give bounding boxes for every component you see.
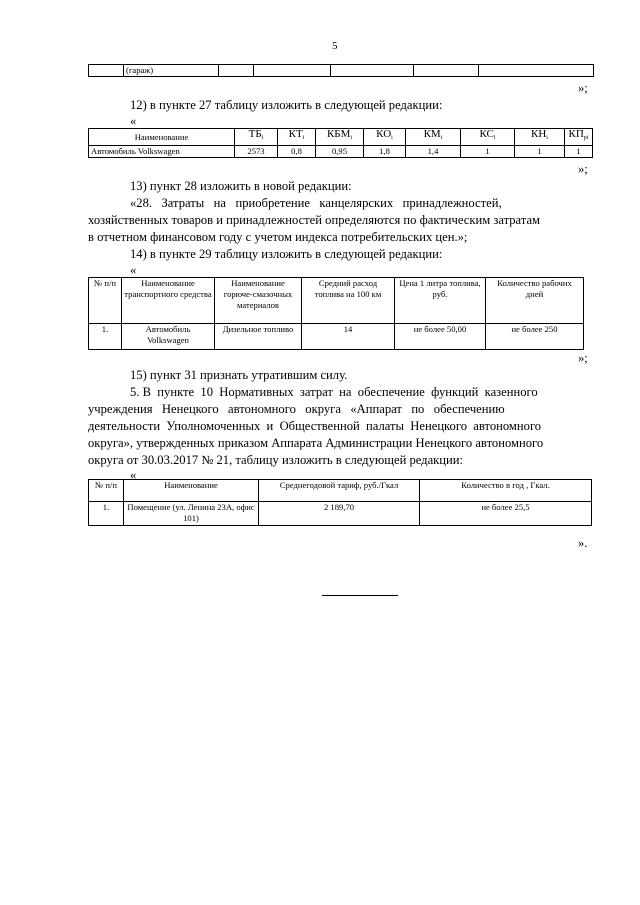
table-cell: Автомобиль Volkswagen bbox=[89, 146, 235, 158]
table-cell bbox=[89, 65, 124, 77]
table-cell bbox=[219, 65, 254, 77]
table-cell: 14 bbox=[302, 324, 395, 350]
header-name: Наименование bbox=[89, 129, 235, 146]
table-cell bbox=[254, 65, 331, 77]
table-cell: Автомобиль Volkswagen bbox=[122, 324, 215, 350]
item-12-heading: 12) в пункте 27 таблицу изложить в следующей редакции: bbox=[130, 98, 443, 112]
table-cell bbox=[331, 65, 414, 77]
header-kbm: $КБМ_i$ bbox=[316, 129, 364, 146]
header-tb: $ТБ_i$ bbox=[235, 129, 278, 146]
table-cell: 1,8 bbox=[364, 146, 406, 158]
table-heating bbox=[88, 479, 592, 526]
table-cell: (гараж) bbox=[124, 65, 219, 77]
open-quote: « bbox=[130, 468, 137, 482]
header-num: № п/п bbox=[89, 480, 124, 502]
header-consumption: Средний расход топлива на 100 км bbox=[302, 278, 395, 324]
header-tariff: Среднегодовой тариф, руб./Гкал bbox=[259, 480, 420, 502]
item-13-heading: 13) пункт 28 изложить в новой редакции: bbox=[130, 179, 352, 193]
open-quote: « bbox=[130, 114, 137, 128]
table-cell: 2 189,70 bbox=[259, 502, 420, 526]
header-name: Наименование bbox=[124, 480, 259, 502]
table-cell: 1. bbox=[89, 324, 122, 350]
table-cell: 0,8 bbox=[278, 146, 316, 158]
table-cell bbox=[479, 65, 594, 77]
header-vehicle: Наименование транспортного средства bbox=[122, 278, 215, 324]
section-5-line: учреждения Ненецкого автономного округа «Аппарат по обеспечению bbox=[88, 402, 505, 416]
table-cell: 1 bbox=[461, 146, 515, 158]
page-number: 5 bbox=[332, 40, 338, 52]
header-num: № п/п bbox=[89, 278, 122, 324]
table-cell: 1,4 bbox=[406, 146, 461, 158]
header-ko: $КО_i$ bbox=[364, 129, 406, 146]
table-cell: 1 bbox=[515, 146, 565, 158]
section-5-line: 5. В пункте 10 Нормативных затрат на обеспечение функций казенного bbox=[130, 385, 538, 399]
header-km: $КМ_i$ bbox=[406, 129, 461, 146]
open-quote: « bbox=[130, 263, 137, 277]
item-13-line: в отчетном финансовом году с учетом индекса потребительских цен.»; bbox=[88, 230, 468, 244]
header-kn: $КН_i$ bbox=[515, 129, 565, 146]
header-kt: $КТ_i$ bbox=[278, 129, 316, 146]
header-days: Количество рабочих дней bbox=[486, 278, 584, 324]
table-cell: 0,95 bbox=[316, 146, 364, 158]
item-14-heading: 14) в пункте 29 таблицу изложить в следующей редакции: bbox=[130, 247, 443, 261]
table-cell: 1 bbox=[565, 146, 593, 158]
header-fuel: Наименование горюче-смазочных материалов bbox=[215, 278, 302, 324]
header-kp: $КП_{pi}$ bbox=[565, 129, 593, 146]
item-13-line: «28. Затраты на приобретение канцелярских принадлежностей, bbox=[130, 196, 502, 210]
header-quantity: Количество в год , Гкал. bbox=[420, 480, 592, 502]
table-cell: 2573 bbox=[235, 146, 278, 158]
table-top-continuation bbox=[88, 64, 594, 77]
section-5-line: округа от 30.03.2017 № 21, таблицу изложить в следующей редакции: bbox=[88, 453, 464, 467]
closing-quote: »; bbox=[578, 351, 588, 365]
header-ks: $КС_i$ bbox=[461, 129, 515, 146]
end-divider bbox=[322, 595, 398, 596]
table-cell: не более 50,00 bbox=[395, 324, 486, 350]
item-13-line: хозяйственных товаров и принадлежностей определяются по фактическим затратам bbox=[88, 213, 541, 227]
closing-quote: ». bbox=[578, 536, 588, 550]
table-cell: 1. bbox=[89, 502, 124, 526]
table-cell bbox=[414, 65, 479, 77]
closing-quote: »; bbox=[578, 81, 588, 95]
section-5-line: округа», утвержденных приказом Аппарата Администрации Ненецкого автономного bbox=[88, 436, 544, 450]
table-item-27 bbox=[88, 128, 593, 158]
table-cell: Дизельное топливо bbox=[215, 324, 302, 350]
header-price: Цена 1 литра топлива, руб. bbox=[395, 278, 486, 324]
table-item-29 bbox=[88, 277, 584, 350]
closing-quote: »; bbox=[578, 162, 588, 176]
table-cell: не более 250 bbox=[486, 324, 584, 350]
table-cell: Помещение (ул. Ленина 23А, офис 101) bbox=[124, 502, 259, 526]
item-15-text: 15) пункт 31 признать утратившим силу. bbox=[130, 368, 348, 382]
table-cell: не более 25,5 bbox=[420, 502, 592, 526]
section-5-line: деятельности Уполномоченных и Общественной палаты Ненецкого автономного bbox=[88, 419, 542, 433]
